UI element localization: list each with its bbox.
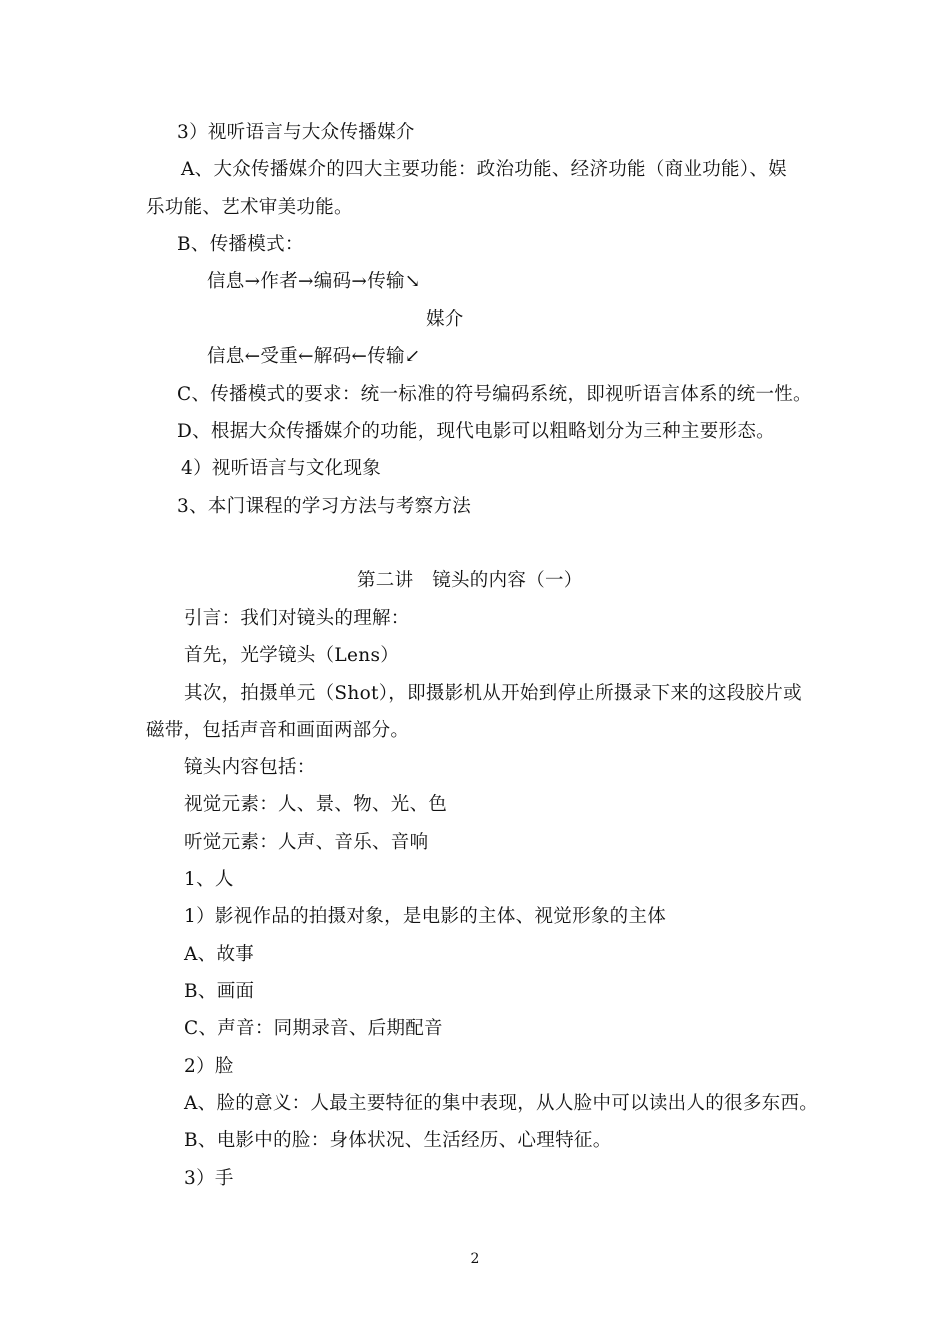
flow-medium-label: 媒介 xyxy=(426,309,464,330)
paragraph-line: 视觉元素：人、景、物、光、色 xyxy=(184,794,448,815)
paragraph-line: 其次，拍摄单元（Shot），即摄影机从开始到停止所摄录下来的这段胶片或 xyxy=(184,683,802,704)
paragraph-line: 镜头内容包括： xyxy=(184,757,316,778)
subsection-heading: 2）脸 xyxy=(184,1056,234,1077)
paragraph-line: 首先，光学镜头（Lens） xyxy=(184,645,400,666)
list-item: C、声音：同期录音、后期配音 xyxy=(184,1018,443,1039)
paragraph-line: 乐功能、艺术审美功能。 xyxy=(146,197,353,218)
list-item: A、脸的意义：人最主要特征的集中表现，从人脸中可以读出人的很多东西。 xyxy=(184,1093,819,1114)
lecture-title: 第二讲 镜头的内容（一） xyxy=(357,570,583,591)
subsection-heading: 3）手 xyxy=(184,1168,234,1189)
paragraph-line: A、大众传播媒介的四大主要功能：政治功能、经济功能（商业功能）、娱 xyxy=(181,159,788,180)
page-number: 2 xyxy=(470,1251,480,1267)
section-heading: 1、人 xyxy=(184,869,234,890)
paragraph-line: 引言：我们对镜头的理解： xyxy=(184,608,410,629)
subsection-heading: 3）视听语言与大众传播媒介 xyxy=(177,122,415,143)
list-item: D、根据大众传播媒介的功能，现代电影可以粗略划分为三种主要形态。 xyxy=(177,421,775,442)
list-item: A、故事 xyxy=(184,944,255,965)
flow-line-forward: 信息→作者→编码→传输↘ xyxy=(207,271,421,292)
flow-line-backward: 信息←受重←解码←传输↙ xyxy=(207,346,421,367)
subsection-heading: 4）视听语言与文化现象 xyxy=(181,458,382,479)
list-item: B、电影中的脸：身体状况、生活经历、心理特征。 xyxy=(184,1130,612,1151)
list-item: C、传播模式的要求：统一标准的符号编码系统，即视听语言体系的统一性。 xyxy=(177,384,812,405)
paragraph-line: 磁带，包括声音和画面两部分。 xyxy=(146,720,410,741)
list-item: B、画面 xyxy=(184,981,255,1002)
subsection-heading: 1）影视作品的拍摄对象，是电影的主体、视觉形象的主体 xyxy=(184,906,667,927)
paragraph-line: 听觉元素：人声、音乐、音响 xyxy=(184,832,429,853)
list-item: B、传播模式： xyxy=(177,234,304,255)
section-heading: 3、本门课程的学习方法与考察方法 xyxy=(177,496,472,517)
